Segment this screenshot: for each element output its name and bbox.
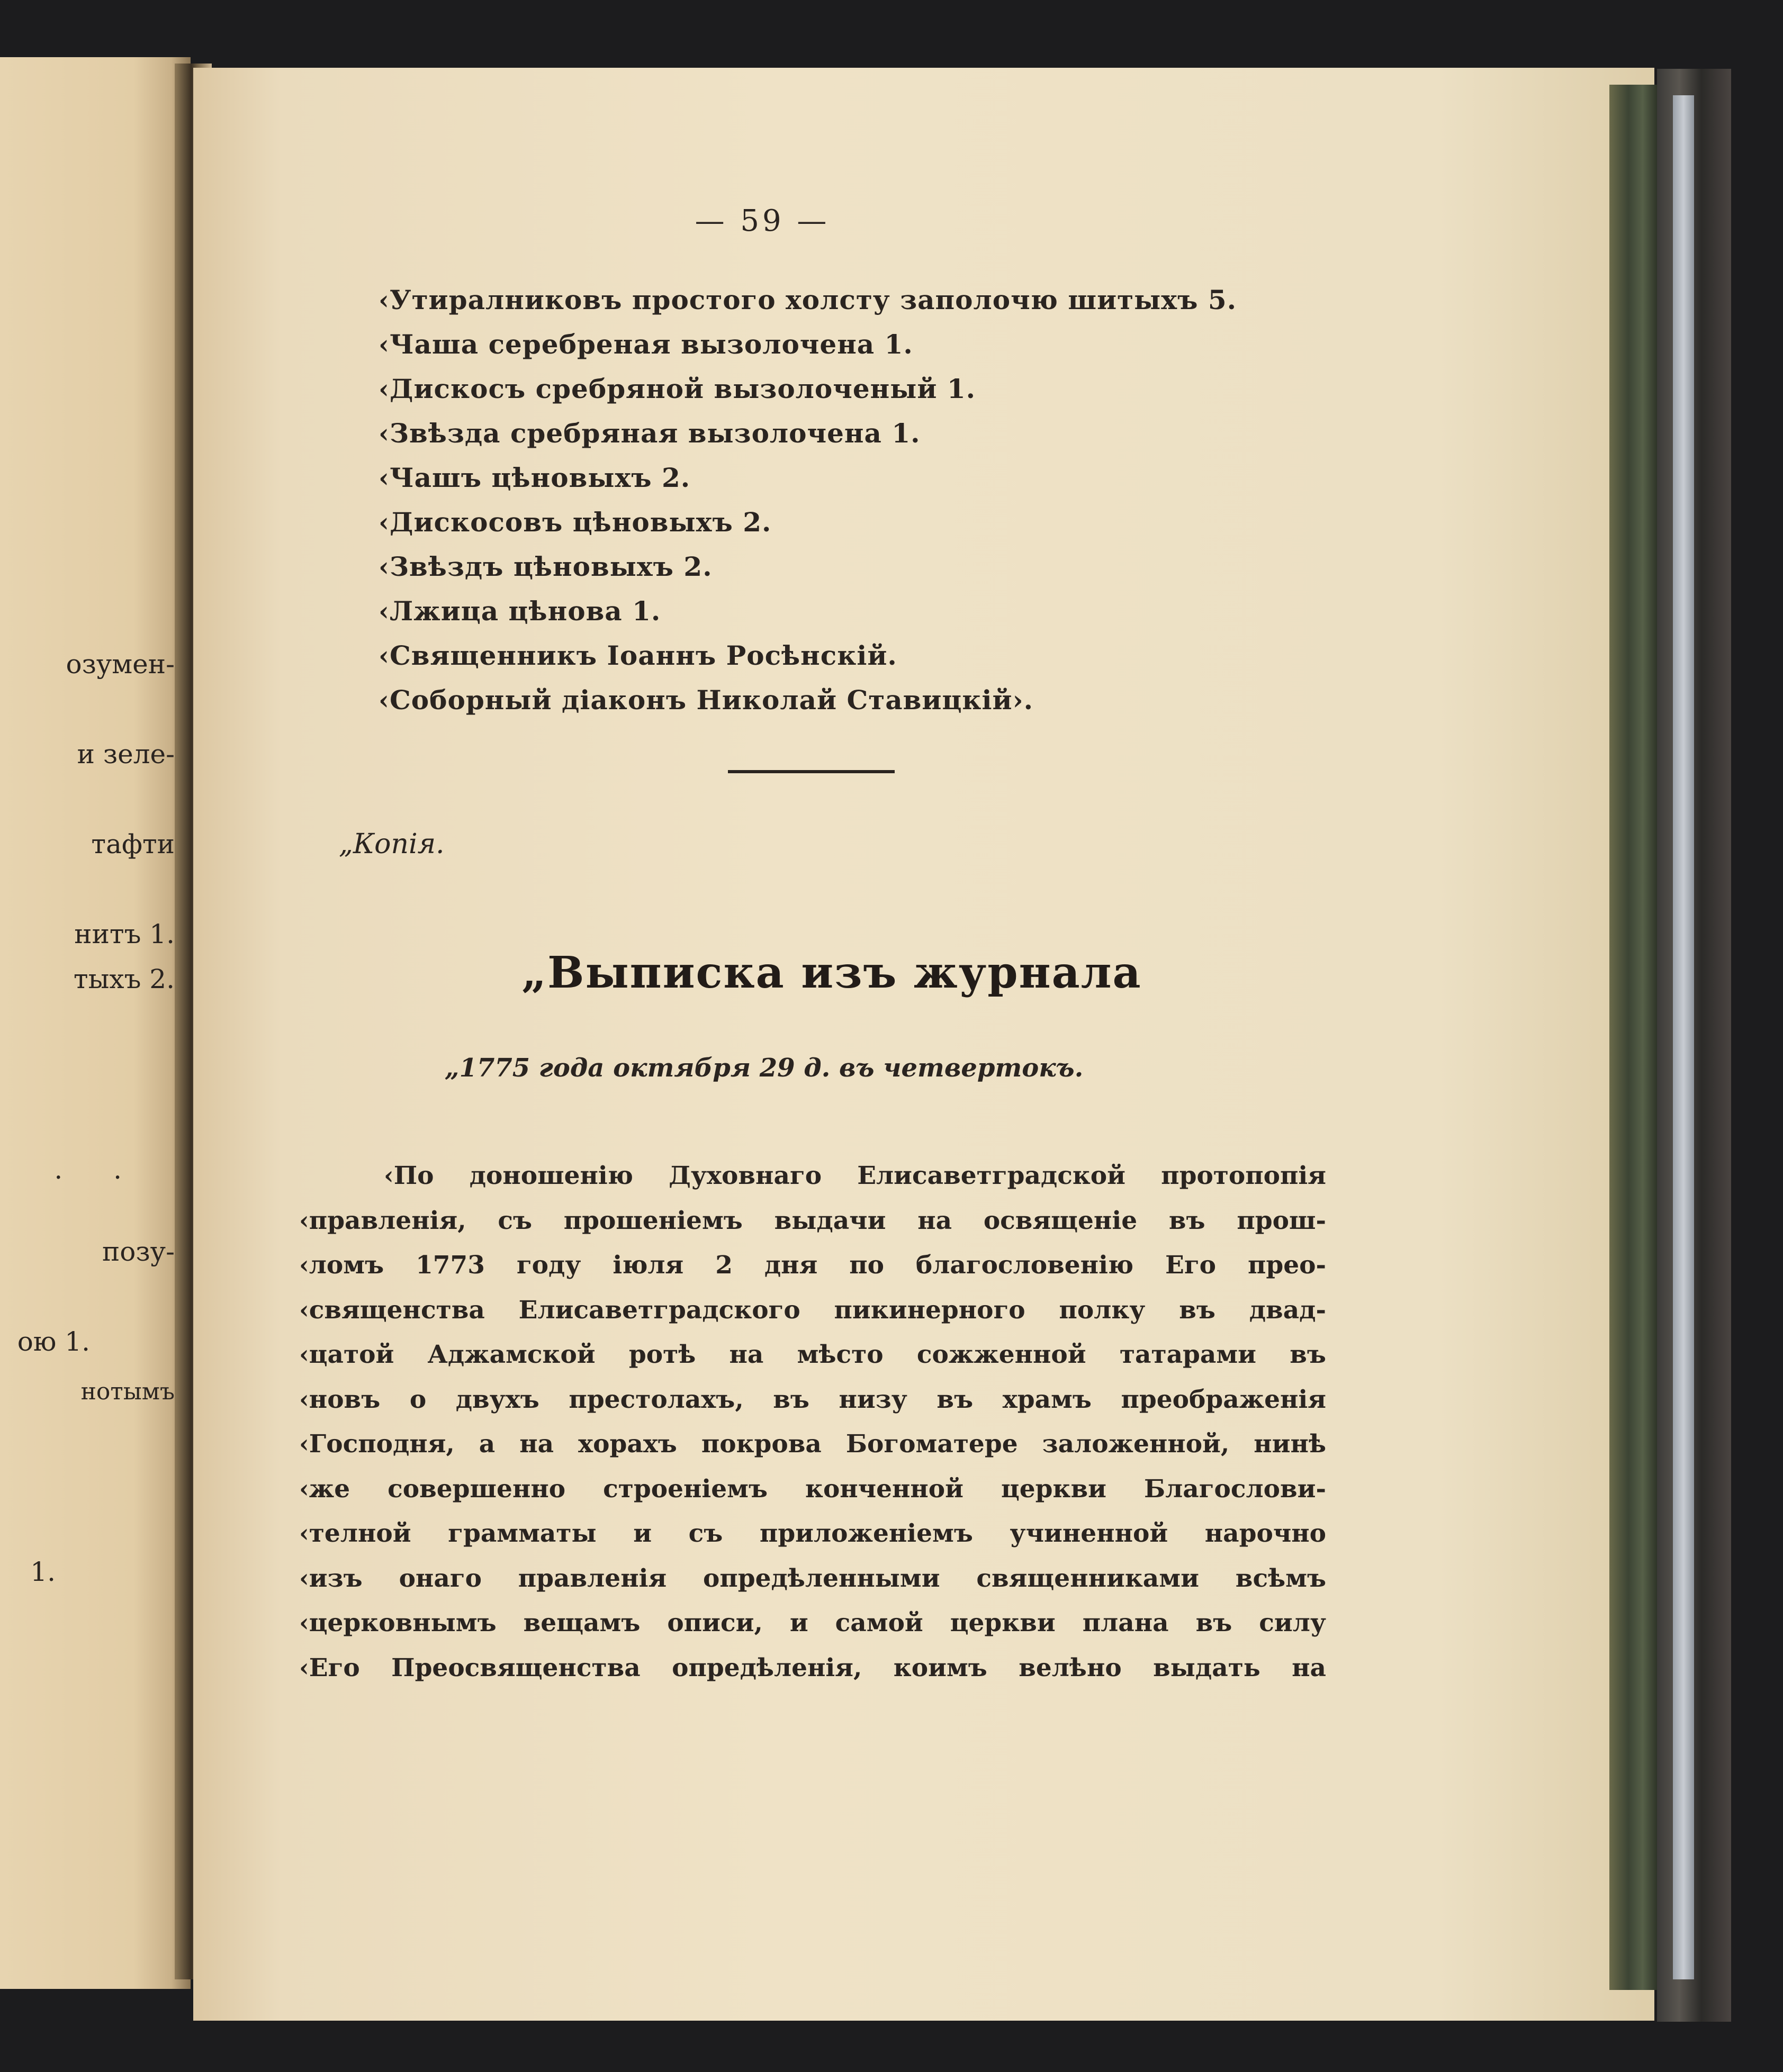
left-fragment: позу- [102,1236,175,1267]
inventory-line: ‹Звѣзда сребряная вызолочена 1. [379,418,921,449]
body-line: ‹правленія, съ прошеніемъ выдачи на освященіе въ прош- [299,1206,1326,1235]
body-line: ‹изъ онаго правленія опредѣленными священниками всѣмъ [299,1563,1326,1593]
left-fragment: нотымъ [80,1378,175,1405]
body-line: ‹новъ о двухъ престолахъ, въ низу въ храмъ преображенія [299,1385,1326,1414]
body-line: ‹По доношенію Духовнаго Елисаветградской протопопія [384,1161,1326,1190]
left-fragment: нитъ 1. [74,919,175,949]
inventory-line: ‹Лжица цѣнова 1. [379,595,661,627]
left-fragment: тыхъ 2. [73,964,175,994]
section-date: „1775 года октября 29 д. въ четвертокъ. [445,1053,1084,1083]
body-line: ‹ломъ 1773 году іюля 2 дня по благословенію Его прео- [299,1251,1326,1280]
left-fragment: тафти [91,829,175,859]
body-paragraph [299,1154,1326,1690]
section-heading: „Выписка изъ журнала [521,947,1142,998]
inventory-line: ‹Соборный діаконъ Николай Ставицкій›. [379,684,1033,716]
left-fragment: 1. [30,1557,56,1587]
inventory-line: ‹Священникъ Іоаннъ Росѣнскій. [379,640,897,671]
inventory-list [379,278,1331,722]
book-cover-edge [1657,69,1731,2022]
left-fragment: озумен- [66,649,175,680]
body-line: ‹священства Елисаветградского пикинерного полку въ двад- [299,1295,1326,1325]
body-line: ‹Его Преосвященства опредѣленія, коимъ велѣно выдать на [299,1653,1326,1682]
body-line: ‹церковнымъ вещамъ описи, и самой церкви плана въ силу [299,1608,1326,1637]
left-page [0,57,191,1989]
left-fragment: ою 1. [17,1326,90,1357]
book-fore-edge [1673,95,1694,1979]
body-line: ‹же совершенно строеніемъ конченной церкви Благослови- [299,1474,1326,1504]
left-fragment: и зеле- [77,739,175,770]
page-block-edge [1609,85,1657,1990]
inventory-line: ‹Чашъ цѣновыхъ 2. [379,462,691,493]
inventory-line: ‹Дискосовъ цѣновыхъ 2. [379,506,772,538]
copy-label: „Копія. [339,828,445,860]
inventory-line: ‹Звѣздъ цѣновыхъ 2. [379,551,713,582]
body-line: ‹цатой Аджамской ротѣ на мѣсто сожженной татарами въ [299,1340,1326,1369]
body-line: ‹телной грамматы и съ приложеніемъ учиненной нарочно [299,1519,1326,1548]
inventory-line: ‹Утиралниковъ простого холсту заполочю шитыхъ 5. [379,284,1237,315]
body-line: ‹Господня, а на хорахъ покрова Богоматере заложенной, нинѣ [299,1429,1326,1459]
inventory-line: ‹Чаша серебреная вызолочена 1. [379,329,913,360]
section-divider [728,770,895,773]
inventory-line: ‹Дискосъ сребряной вызолоченый 1. [379,373,976,404]
page-number: — 59 — [695,204,830,238]
left-fragment: . . [54,1154,143,1185]
